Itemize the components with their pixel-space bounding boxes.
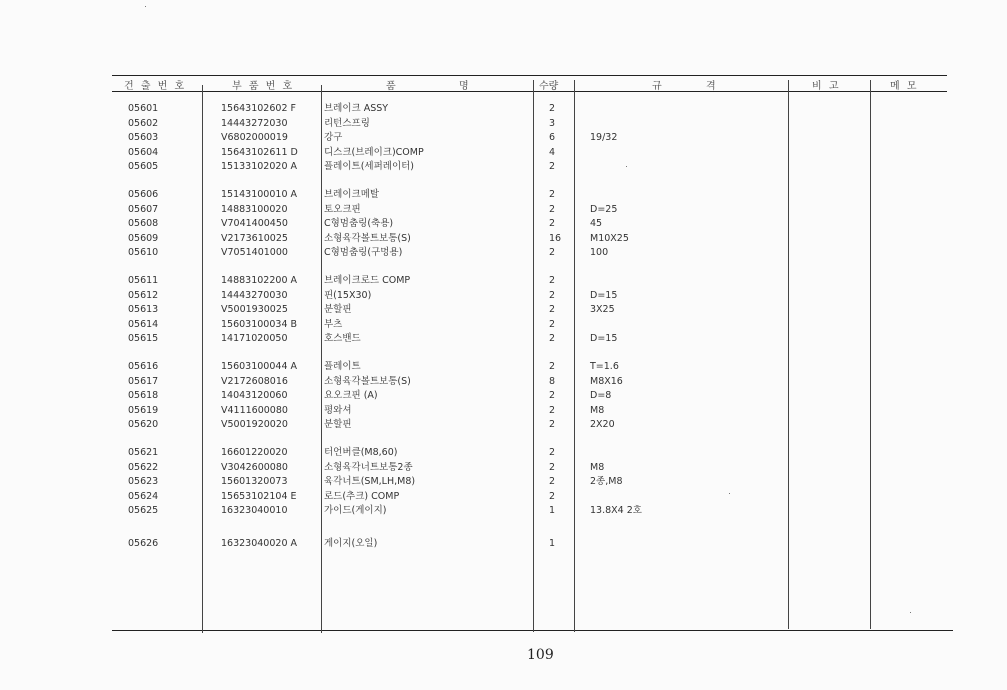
header-name-right: 명 xyxy=(459,81,471,92)
assembly-no: 05617 xyxy=(128,375,159,387)
quantity: 6 xyxy=(549,132,556,143)
specification: 13.8X4 2호 xyxy=(590,505,642,516)
part-no: 15601320073 xyxy=(221,476,288,487)
part-no: 14443270030 xyxy=(221,289,288,301)
column-divider xyxy=(202,85,203,633)
header-memo: 메 모 xyxy=(890,81,919,92)
quantity: 2 xyxy=(549,218,556,229)
part-no: 14883100020 xyxy=(221,203,288,215)
column-divider xyxy=(574,80,575,632)
part-name: 요오크핀 (A) xyxy=(324,390,378,401)
part-no: 16601220020 xyxy=(221,447,288,458)
assembly-no: 05607 xyxy=(128,203,159,215)
assembly-no: 05614 xyxy=(128,318,159,330)
part-no: 15653102104 E xyxy=(221,490,297,502)
part-name: 호스밴드 xyxy=(324,333,361,344)
specification: M8X16 xyxy=(590,375,623,387)
quantity: 4 xyxy=(549,146,556,158)
assembly-no: 05626 xyxy=(128,538,159,549)
part-name: 디스크(브레이크)COMP xyxy=(324,146,424,158)
scan-speck xyxy=(145,6,146,7)
quantity: 2 xyxy=(549,161,556,172)
quantity: 2 xyxy=(549,247,556,258)
part-name: 로드(추크) COMP xyxy=(324,490,400,502)
specification: D=8 xyxy=(590,390,612,401)
quantity: 2 xyxy=(549,289,556,301)
part-name: 게이지(오일) xyxy=(324,538,378,549)
quantity: 2 xyxy=(549,304,556,315)
column-divider xyxy=(533,80,534,632)
quantity: 2 xyxy=(549,103,556,114)
part-no: 15603100044 A xyxy=(221,361,298,372)
header-qty: 수량 xyxy=(539,81,559,92)
part-no: V2172608016 xyxy=(221,375,288,387)
part-no: 15643102602 F xyxy=(221,103,296,114)
assembly-no: 05603 xyxy=(128,132,159,143)
assembly-no: 05609 xyxy=(128,232,159,244)
part-name: 플레이트(세퍼레이터) xyxy=(324,161,415,172)
quantity: 2 xyxy=(549,390,556,401)
part-name: 분할핀 xyxy=(324,304,352,315)
part-no: 14171020050 xyxy=(221,333,288,344)
header-name-left: 품 xyxy=(386,81,398,92)
part-name: 터언버클(M8,60) xyxy=(324,447,398,458)
assembly-no: 05616 xyxy=(128,361,159,372)
assembly-no: 05611 xyxy=(128,275,159,286)
quantity: 1 xyxy=(549,538,556,549)
quantity: 2 xyxy=(549,361,556,372)
assembly-no: 05623 xyxy=(128,476,159,487)
part-name: 소형육각볼트보통(S) xyxy=(324,375,411,387)
part-no: 15143100010 A xyxy=(221,189,298,200)
specification: 100 xyxy=(590,247,609,258)
specification: 3X25 xyxy=(590,304,615,315)
part-name: 리턴스프링 xyxy=(324,117,370,129)
column-divider xyxy=(788,80,789,629)
quantity: 2 xyxy=(549,419,556,430)
quantity: 16 xyxy=(549,232,562,244)
part-name: 토오크핀 xyxy=(324,203,361,215)
header-assembly-no: 건 출 번 호 xyxy=(124,81,187,92)
assembly-no: 05612 xyxy=(128,289,159,301)
assembly-no: 05615 xyxy=(128,333,159,344)
quantity: 3 xyxy=(549,117,556,129)
specification: M10X25 xyxy=(590,232,629,244)
assembly-no: 05619 xyxy=(128,404,159,416)
part-name: 가이드(게이지) xyxy=(324,505,387,516)
part-no: 16323040020 A xyxy=(221,538,298,549)
part-name: 브레이크메탈 xyxy=(324,189,380,200)
quantity: 2 xyxy=(549,203,556,215)
part-no: V7051401000 xyxy=(221,247,288,258)
specification: M8 xyxy=(590,461,605,473)
quantity: 2 xyxy=(549,275,556,286)
part-no: V5001930025 xyxy=(221,304,288,315)
assembly-no: 05613 xyxy=(128,304,159,315)
assembly-no: 05604 xyxy=(128,146,159,158)
assembly-no: 05601 xyxy=(128,103,159,114)
part-no: 16323040010 xyxy=(221,505,288,516)
column-divider xyxy=(321,85,322,633)
part-no: V3042600080 xyxy=(221,461,288,473)
part-name: 소형육각너트보통2종 xyxy=(324,461,413,473)
part-name: 강구 xyxy=(324,132,343,143)
assembly-no: 05605 xyxy=(128,161,159,172)
part-no: 15643102611 D xyxy=(221,146,298,158)
quantity: 2 xyxy=(549,189,556,200)
part-no: 14443272030 xyxy=(221,117,288,129)
part-no: V7041400450 xyxy=(221,218,288,229)
assembly-no: 05624 xyxy=(128,490,159,502)
assembly-no: 05610 xyxy=(128,247,159,258)
assembly-no: 05606 xyxy=(128,189,159,200)
quantity: 2 xyxy=(549,404,556,416)
part-name: 플레이트 xyxy=(324,361,361,372)
specification: D=15 xyxy=(590,333,618,344)
specification: 19/32 xyxy=(590,132,618,143)
quantity: 2 xyxy=(549,490,556,502)
specification: 45 xyxy=(590,218,603,229)
assembly-no: 05620 xyxy=(128,419,159,430)
part-name: 소형육각볼트보통(S) xyxy=(324,232,411,244)
part-name: 브레이크로드 COMP xyxy=(324,275,411,286)
assembly-no: 05622 xyxy=(128,461,159,473)
part-name: 분할핀 xyxy=(324,419,352,430)
header-remark: 비 고 xyxy=(812,81,841,92)
quantity: 8 xyxy=(549,375,556,387)
scan-speck xyxy=(910,612,911,613)
part-no: V6802000019 xyxy=(221,132,288,143)
part-no: 14883102200 A xyxy=(221,275,298,286)
specification: D=15 xyxy=(590,289,618,301)
part-no: 15133102020 A xyxy=(221,161,298,172)
part-no: V2173610025 xyxy=(221,232,288,244)
header-part-no: 부 품 번 호 xyxy=(232,81,295,92)
assembly-no: 05618 xyxy=(128,390,159,401)
quantity: 1 xyxy=(549,505,556,516)
page-number: 109 xyxy=(527,647,554,663)
quantity: 2 xyxy=(549,476,556,487)
assembly-no: 05621 xyxy=(128,447,159,458)
quantity: 2 xyxy=(549,318,556,330)
quantity: 2 xyxy=(549,333,556,344)
specification: 2X20 xyxy=(590,419,615,430)
part-name: 육각너트(SM,LH,M8) xyxy=(324,476,416,487)
scan-speck xyxy=(729,493,730,494)
part-no: 14043120060 xyxy=(221,390,288,401)
assembly-no: 05608 xyxy=(128,218,159,229)
part-no: 15603100034 B xyxy=(221,318,298,330)
part-name: 핀(15X30) xyxy=(324,289,372,301)
part-no: V4111600080 xyxy=(221,404,288,416)
assembly-no: 05602 xyxy=(128,117,159,129)
specification: 2종,M8 xyxy=(590,476,623,487)
part-name: 브레이크 ASSY xyxy=(324,103,389,114)
header-top-rule xyxy=(112,75,947,76)
specification: M8 xyxy=(590,404,605,416)
quantity: 2 xyxy=(549,461,556,473)
specification: T=1.6 xyxy=(590,361,619,372)
column-divider xyxy=(870,80,871,629)
specification: D=25 xyxy=(590,203,618,215)
assembly-no: 05625 xyxy=(128,505,159,516)
part-no: V5001920020 xyxy=(221,419,288,430)
header-spec-right: 격 xyxy=(706,81,718,92)
part-name: 평와셔 xyxy=(324,404,352,416)
part-name: 부츠 xyxy=(324,318,343,330)
header-spec-left: 규 xyxy=(652,81,664,92)
part-name: C형멈춤링(축용) xyxy=(324,218,394,229)
scan-speck xyxy=(626,166,627,167)
quantity: 2 xyxy=(549,447,556,458)
part-name: C형멈춤링(구멍용) xyxy=(324,247,403,258)
